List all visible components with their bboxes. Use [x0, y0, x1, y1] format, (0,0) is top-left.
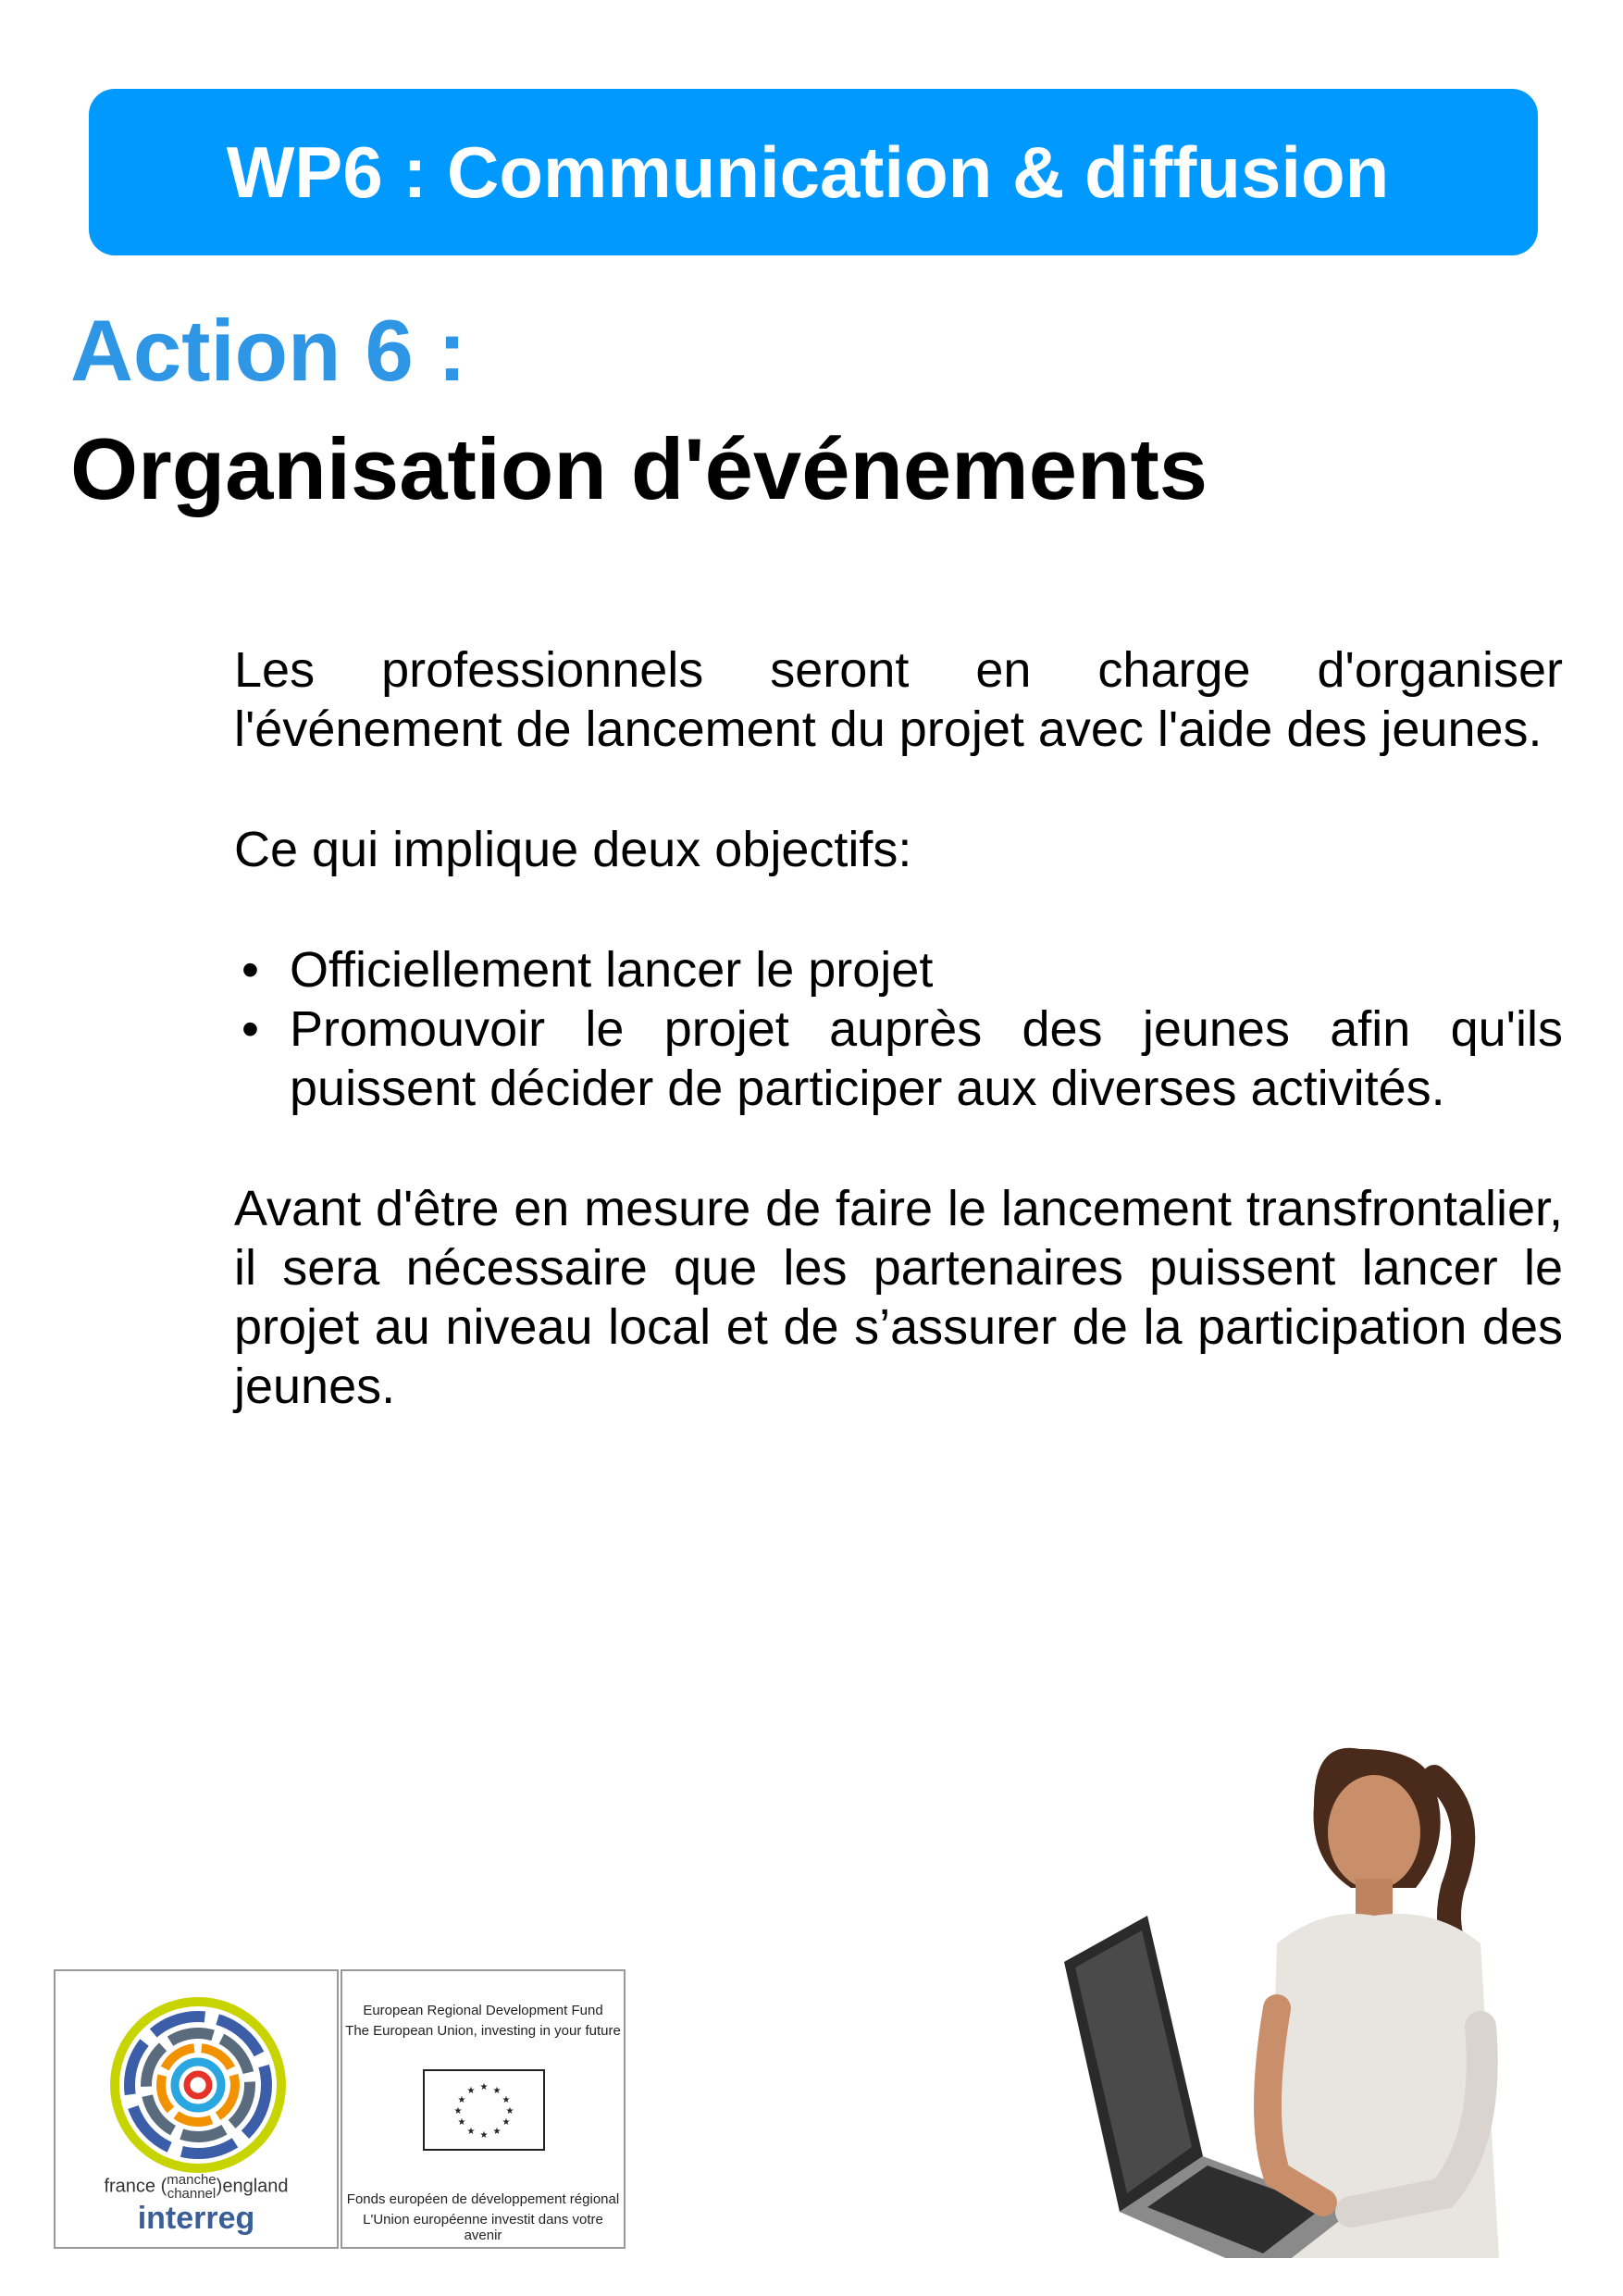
svg-text:★: ★: [457, 2117, 466, 2128]
action-label: Action 6 :: [70, 302, 467, 399]
svg-text:★: ★: [492, 2086, 502, 2096]
svg-text:★: ★: [502, 2117, 511, 2128]
header-banner: [89, 89, 1538, 255]
svg-text:★: ★: [457, 2095, 466, 2105]
svg-text:★: ★: [492, 2127, 502, 2137]
eu-line-4: L'Union européenne investit dans votre avenir: [363, 2212, 603, 2243]
eu-fund-logo: [341, 1969, 626, 2249]
objectives-list: [234, 940, 1563, 1118]
interreg-logo: [54, 1969, 339, 2249]
svg-text:★: ★: [479, 2130, 489, 2141]
svg-text:★: ★: [502, 2095, 511, 2105]
svg-text:★: ★: [505, 2106, 514, 2116]
paragraph-launch: Avant d'être en mesure de faire le lancement transfrontalier, il sera nécessaire que les partenaires puissent lancer le projet au niveau local et de s’assurer de la participation des jeunes.: [234, 1181, 1563, 1414]
interreg-caption: france (manche channel)england: [104, 2172, 289, 2202]
svg-text:★: ★: [466, 2127, 476, 2137]
svg-text:★: ★: [479, 2082, 489, 2092]
bullet-icon: •: [242, 1001, 259, 1057]
interreg-rings-icon: [96, 1997, 300, 2173]
eu-line-3: Fonds européen de développement régional: [346, 2191, 620, 2207]
eu-line-1: European Regional Development Fund: [363, 2003, 603, 2018]
paragraph-intro: Les professionnels seront en charge d'organiser l'événement de lancement du projet avec l'aide des jeunes.: [234, 642, 1563, 757]
banner-title: WP6 : Communication & diffusion: [226, 130, 1390, 213]
eu-line-2: The European Union, investing in your future: [345, 2023, 621, 2039]
page-title: Organisation d'événements: [70, 420, 1208, 517]
svg-text:★: ★: [453, 2106, 463, 2116]
paragraph-objectives: Ce qui implique deux objectifs:: [234, 822, 912, 877]
list-item: • Promouvoir le projet auprès des jeunes afin qu'ils puissent décider de participer aux diverses activités.: [242, 1001, 1563, 1116]
body-text: [234, 640, 1563, 1416]
svg-text:★: ★: [466, 2086, 476, 2096]
girl-with-laptop-illustration: [1046, 1731, 1564, 2258]
list-item: • Officiellement lancer le projet: [242, 942, 934, 998]
bullet-icon: •: [242, 942, 259, 998]
interreg-wordmark: interreg: [137, 2201, 255, 2236]
eu-flag-icon: [423, 2069, 545, 2151]
